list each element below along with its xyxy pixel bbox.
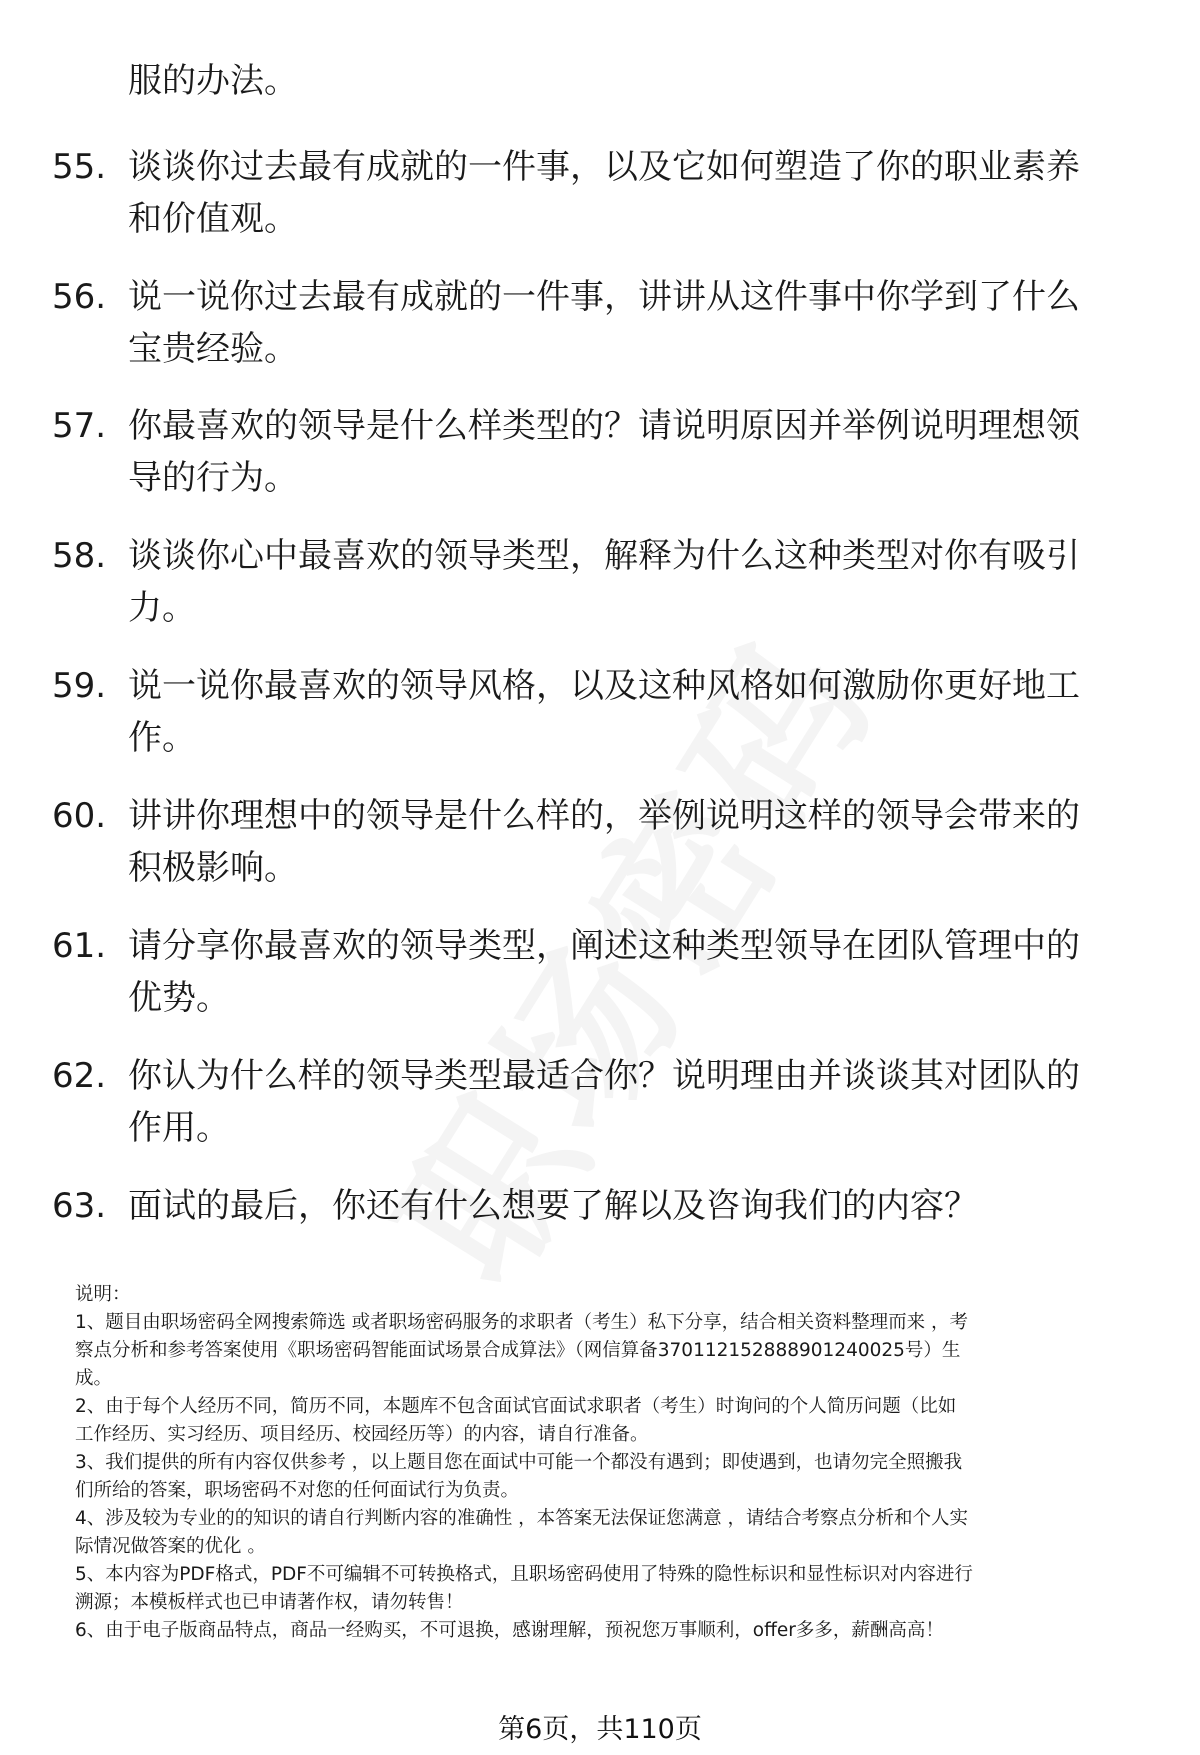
notes-line: 工作经历、实习经历、项目经历、校园经历等）的内容，请自行准备。 [75,1424,649,1445]
question-line: 你认为什么样的领导类型最适合你？说明理由并谈谈其对团队的 [128,1056,1080,1096]
question-line: 作用。 [128,1108,230,1148]
question-line: 请分享你最喜欢的领导类型，阐述这种类型领导在团队管理中的 [128,926,1080,966]
question-line: 导的行为。 [128,458,298,498]
notes-section [75,1281,1155,1645]
question-item [52,141,1152,245]
question-line: 和价值观。 [128,199,298,239]
question-line: 说一说你最喜欢的领导风格，以及这种风格如何激励你更好地工 [128,666,1080,706]
question-number: 59. [52,666,107,706]
question-number: 58. [52,536,107,576]
notes-heading: 说明： [75,1284,131,1305]
question-number: 55. [52,147,107,187]
question-item [52,271,1152,375]
question-line: 作。 [128,718,196,758]
question-line: 宝贵经验。 [128,329,298,369]
question-line: 说一说你过去最有成就的一件事，讲讲从这件事中你学到了什么 [128,277,1080,317]
question-item [52,530,1152,634]
question-number: 60. [52,796,107,836]
question-item [52,1050,1152,1154]
question-item [52,1180,1152,1232]
question-line: 谈谈你过去最有成就的一件事，以及它如何塑造了你的职业素养 [128,147,1080,187]
notes-line: 溯源；本模板样式也已申请著作权，请勿转售！ [75,1592,464,1613]
question-item [52,660,1152,764]
question-line: 力。 [128,588,196,628]
question-number: 61. [52,926,107,966]
question-number: 62. [52,1056,107,1096]
notes-line: 6、由于电子版商品特点，商品一经购买，不可退换，感谢理解，预祝您万事顺利，offer多多，薪酬高高！ [75,1620,944,1641]
notes-line: 察点分析和参考答案使用《职场密码智能面试场景合成算法》（网信算备370112152888901240025号）生 [75,1340,961,1361]
notes-line: 2、由于每个人经历不同，简历不同，本题库不包含面试官面试求职者（考生）时询问的个人简历问题（比如 [75,1396,957,1417]
notes-line: 际情况做答案的优化 。 [75,1536,266,1557]
question-item [52,400,1152,504]
question-line: 优势。 [128,978,230,1018]
question-number: 57. [52,406,107,446]
question-line: 讲讲你理想中的领导是什么样的，举例说明这样的领导会带来的 [128,796,1080,836]
question-line: 谈谈你心中最喜欢的领导类型，解释为什么这种类型对你有吸引 [128,536,1080,576]
question-number: 63. [52,1186,107,1226]
notes-line: 们所给的答案，职场密码不对您的任何面试行为负责。 [75,1480,520,1501]
continued-answer-text: 服的办法。 [128,61,298,101]
question-line: 面试的最后，你还有什么想要了解以及咨询我们的内容？ [128,1186,978,1226]
notes-line: 1、题目由职场密码全网搜索筛选 或者职场密码服务的求职者（考生）私下分享，结合相关资料整理而来 ，考 [75,1312,969,1333]
notes-line: 成。 [75,1368,113,1389]
question-item [52,790,1152,894]
question-line: 你最喜欢的领导是什么样类型的？请说明原因并举例说明理想领 [128,406,1080,446]
page-number-footer: 第6页，共110页 [498,1714,702,1745]
question-item [52,920,1152,1024]
question-line: 积极影响。 [128,848,298,888]
notes-line: 4、涉及较为专业的的知识的请自行判断内容的准确性 ，本答案无法保证您满意 ，请结合考察点分析和个人实 [75,1508,969,1529]
question-number: 56. [52,277,107,317]
notes-line: 3、我们提供的所有内容仅供参考 ，以上题目您在面试中可能一个都没有遇到；即使遇到，也请勿完全照搬我 [75,1452,963,1473]
notes-line: 5、本内容为PDF格式，PDF不可编辑不可转换格式，且职场密码使用了特殊的隐性标识和显性标识对内容进行 [75,1564,973,1585]
